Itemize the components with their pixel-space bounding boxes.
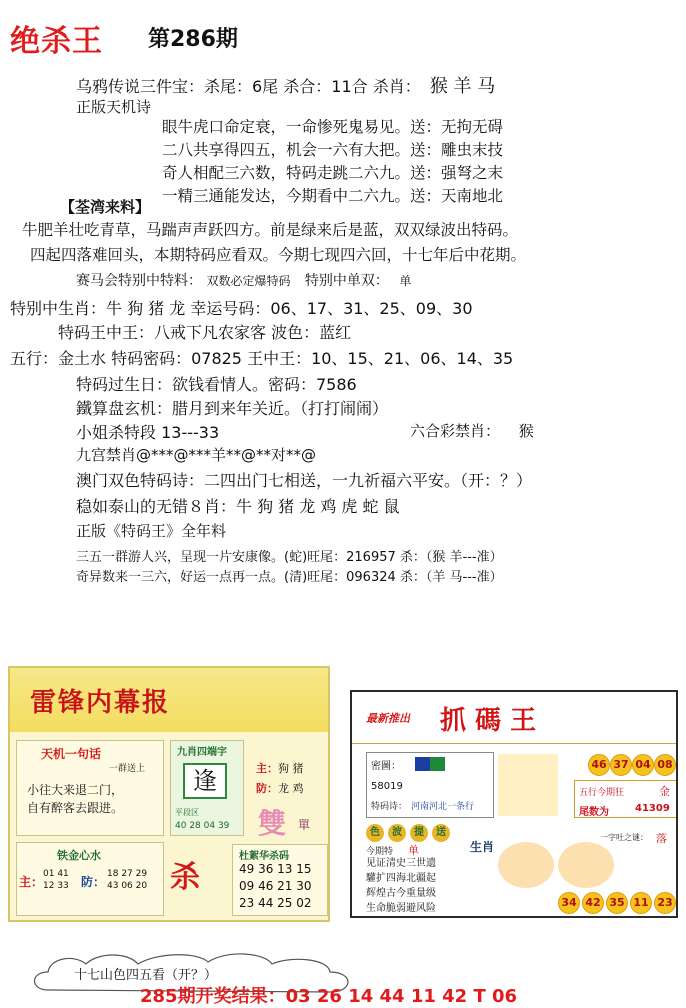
heart-z-nums-2: 12 33 xyxy=(43,881,69,891)
birthday-line: 特码过生日：欲钱看情人。密码：7586 xyxy=(76,375,357,394)
tail-value: 41309 xyxy=(635,803,670,814)
racing-value: 双数必定爆特码 xyxy=(206,274,291,288)
heart-box xyxy=(16,842,164,916)
taiwan-title: 【荃湾来料】 xyxy=(60,198,151,216)
king-zodiac-line: 特码王中王：八戒下凡农家客 波色：蓝红 xyxy=(58,323,352,342)
fang-line xyxy=(256,780,304,796)
mid-title: 九肖四端字 xyxy=(177,747,227,758)
liuhe-ban-line xyxy=(410,420,534,441)
heart-fang: 防： xyxy=(81,875,106,889)
racing-label: 赛马会特别中特料： xyxy=(76,273,202,289)
worker-illustration xyxy=(498,754,558,816)
mi-label: 密圖： xyxy=(371,761,401,772)
top-ball: 46 xyxy=(588,754,610,776)
poem-block xyxy=(162,116,503,208)
bottom-ball: 23 xyxy=(654,892,676,914)
verse-line: 生命脆弱避风险 xyxy=(366,903,436,914)
hua-title: 杜絮华杀码 xyxy=(239,851,289,862)
zhu-line xyxy=(256,760,304,776)
poem-line: 奇人相配三六数，特码走跳二六九。送：强弩之末 xyxy=(162,164,504,182)
seal-4: 送 xyxy=(432,824,450,842)
heart-title: 铁金心水 xyxy=(57,849,101,862)
small-line-1: 三五一群游人兴，呈现一片安康像。(蛇)旺尾：216957 杀：（猴 羊---准） xyxy=(76,550,503,565)
taiwan-line-1: 牛肥羊壮吃青草，马踹声声跃四方。前是绿来后是蓝，双双绿波出特码。 xyxy=(22,221,519,239)
top-ball: 04 xyxy=(632,754,654,776)
crow-line xyxy=(76,72,495,98)
top-ball: 37 xyxy=(610,754,632,776)
tianji-poem-1: 小往大来退二门， xyxy=(27,783,124,797)
wuxing-box xyxy=(574,780,678,818)
small-line-2: 奇异数来一三六，好运一点再一点。(清)旺尾：096324 杀：（羊 马---准） xyxy=(76,570,503,585)
bottom-ball: 11 xyxy=(630,892,652,914)
logo-title: 绝杀王 xyxy=(10,24,103,59)
poem-title: 正版天机诗 xyxy=(76,98,152,116)
top-ball: 08 xyxy=(654,754,676,776)
dan-char: 單 xyxy=(298,818,311,832)
cloud-text: 十七山色四五看（开？） xyxy=(74,968,218,983)
hua-row: 49 36 13 15 xyxy=(239,862,312,876)
wuxing-line: 五行：金土水 特码密码：07825 王中王：10、15、21、06、14、35 xyxy=(10,349,514,368)
mi-code: 58019 xyxy=(371,781,403,792)
jin-value: 单 xyxy=(408,844,419,857)
wuxing-label: 五行今期狂 xyxy=(579,788,625,798)
zhu-values: 狗 猪 xyxy=(278,762,304,775)
miss-kill-line: 小姐杀特段 13---33 xyxy=(76,423,220,442)
bottom-ball: 42 xyxy=(582,892,604,914)
tianji-sub: 一群送上 xyxy=(109,764,146,774)
tianji-poem-2: 自有醉客去跟进。 xyxy=(27,801,124,815)
poem-line: 眼牛虎口命定衰，一命惨死鬼易见。送：无拘无碍 xyxy=(162,118,504,136)
lei-feng-ad xyxy=(8,666,330,922)
official-line: 正版《特码王》全年料 xyxy=(76,522,227,540)
heart-f-nums-1: 18 27 29 xyxy=(107,869,148,879)
hua-box xyxy=(232,844,328,916)
fang-values: 龙 鸡 xyxy=(278,782,304,795)
hua-row: 23 44 25 02 xyxy=(239,896,312,910)
poem-line: 二八共享得四五，机会一六有大把。送：雕虫末技 xyxy=(162,141,504,159)
liuhe-ban-label: 六合彩禁肖： xyxy=(410,422,501,440)
hua-row: 09 46 21 30 xyxy=(239,879,312,893)
mi-image xyxy=(415,757,445,771)
seal-3: 提 xyxy=(410,824,428,842)
shuang-char: 雙 xyxy=(258,807,287,840)
draw-result: 285期开奖结果：03 26 14 44 11 42 T 06 xyxy=(140,986,518,1007)
liuhe-ban-value: 猴 xyxy=(518,422,534,440)
issue-number: 第286期 xyxy=(148,27,238,52)
nine-palace-line: 九宫禁肖@***@***羊**@**对**@ xyxy=(76,446,317,464)
heart-f-nums-2: 43 06 20 xyxy=(107,881,148,891)
racing-oddeven-label: 特别中单双： xyxy=(304,273,389,289)
heart-zhu: 主： xyxy=(19,875,44,889)
bottom-ball: 34 xyxy=(558,892,580,914)
heart-z-nums-1: 01 41 xyxy=(43,869,69,879)
crow-zodiac: 猴 羊 马 xyxy=(429,76,496,97)
feng-box xyxy=(170,740,244,836)
tianji-title: 天机一句话 xyxy=(41,747,102,761)
ad-title: 雷锋内幕报 xyxy=(30,688,171,718)
tianji-box xyxy=(16,740,164,836)
te-text: 河南河北一条行 xyxy=(411,802,475,812)
ping-label: 平段区 xyxy=(175,808,199,817)
taiwan-line-2: 四起四落难回头，本期特码应看双。今期七现四六回，十七年后中花期。 xyxy=(30,246,527,264)
seal-2: 波 xyxy=(388,824,406,842)
poem-line: 一精三通能发达，今期看中二六九。送：天南地北 xyxy=(162,187,504,205)
verse-block xyxy=(366,856,436,916)
te-label: 特码诗： xyxy=(371,802,408,812)
fang-label: 防： xyxy=(256,782,278,795)
verse-line: 驩扩四海北疆起 xyxy=(366,873,436,884)
crow-text: 乌鸦传说三件宝：杀尾：6尾 杀合：11合 杀肖： xyxy=(76,77,421,96)
special-zodiac-line: 特别中生肖：牛 狗 猪 龙 幸运号码：06、17、31、25、09、30 xyxy=(10,299,473,318)
jin-label: 今期特 xyxy=(366,847,394,857)
hua-rows xyxy=(239,861,312,912)
tail-label: 尾数为 xyxy=(579,807,609,818)
side-value: 落 xyxy=(656,832,667,845)
side-label: 一字吐之谜： xyxy=(600,833,648,842)
right-ad-title: 抓 碼 王 xyxy=(440,706,537,736)
zhu-label: 主： xyxy=(256,762,278,775)
macau-line: 澳门双色特码诗：二四出门七相送，一九祈福六平安。（开：？） xyxy=(76,471,533,490)
verse-line: 辉煌古今重量级 xyxy=(366,888,436,899)
verse-line: 见证清史三世遗 xyxy=(366,858,436,869)
pig-illustration xyxy=(558,842,614,888)
mi-box xyxy=(366,752,494,818)
ping-nums: 40 28 04 39 xyxy=(175,821,230,831)
flower-illustration xyxy=(498,842,554,888)
right-ad-tag: 最新推出 xyxy=(366,712,410,725)
seal-1: 色 xyxy=(366,824,384,842)
racing-oddeven-value: 单 xyxy=(399,274,412,288)
taishan-line: 稳如泰山的无错８肖：牛 狗 猪 龙 鸡 虎 蛇 鼠 xyxy=(76,497,400,516)
feng-char: 逢 xyxy=(183,763,227,799)
zhua-ma-wang-ad xyxy=(350,690,678,918)
sha-char: 杀 xyxy=(170,860,200,895)
wuxing-value: 金 xyxy=(659,785,670,798)
bottom-ball: 35 xyxy=(606,892,628,914)
sheng-label: 生肖 xyxy=(470,840,495,854)
abacus-line: 鐵算盘玄机：腊月到来年关近。（打打闹闹） xyxy=(76,399,389,418)
racing-line xyxy=(76,270,411,290)
